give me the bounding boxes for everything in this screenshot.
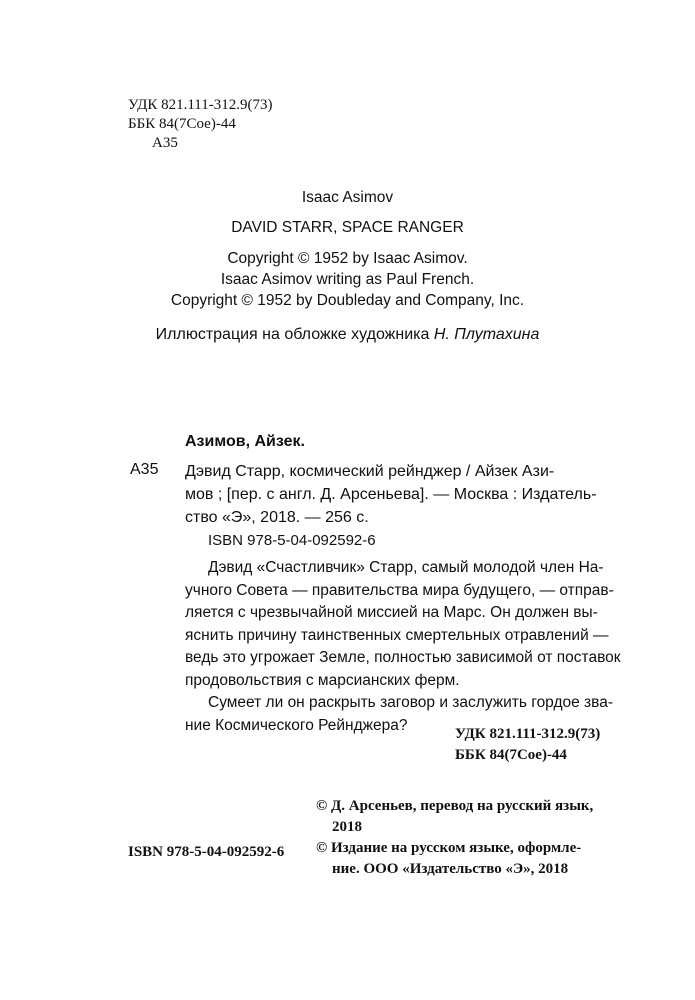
top-author-mark: А35 <box>152 135 178 151</box>
annotation-line: Дэвид «Счастливчик» Старр, самый молодой член На- <box>208 559 604 576</box>
russian-copyright-block <box>316 796 593 880</box>
top-classification-block <box>128 96 272 153</box>
catalog-isbn: ISBN 978-5-04-092592-6 <box>208 532 376 549</box>
edition-copyright: © Издание на русском языке, оформле- <box>316 840 582 856</box>
catalog-line: мов ; [пер. с англ. Д. Арсеньева]. — Москва : Издатель- <box>185 486 597 503</box>
annotation-line: ведь это угрожает Земле, полностью зависимой от поставок <box>185 649 621 666</box>
isbn-bottom: ISBN 978-5-04-092592-6 <box>128 844 285 860</box>
illustration-prefix: Иллюстрация на обложке художника <box>155 326 434 343</box>
illustration-credit <box>0 326 695 344</box>
original-copyright-line: Copyright © 1952 by Isaac Asimov. <box>227 250 468 267</box>
catalog-description <box>185 460 621 529</box>
catalog-author: Азимов, Айзек. <box>185 433 305 450</box>
bottom-bbk-code: ББК 84(7Сое)-44 <box>455 747 567 763</box>
original-title: DAVID STARR, SPACE RANGER <box>231 219 464 236</box>
bottom-classification-block <box>455 724 600 766</box>
edition-copyright-cont: ние. ООО «Издательство «Э», 2018 <box>332 861 569 877</box>
top-udk-code: УДК 821.111-312.9(73) <box>128 97 273 113</box>
illustration-artist: Н. Плутахина <box>433 326 540 343</box>
original-copyright-block <box>0 248 695 311</box>
original-copyright-line: Copyright © 1952 by Doubleday and Company, Inc. <box>170 292 525 309</box>
original-copyright-line: Isaac Asimov writing as Paul French. <box>220 271 475 288</box>
bottom-udk-code: УДК 821.111-312.9(73) <box>455 726 601 742</box>
translation-copyright-year: 2018 <box>332 819 362 835</box>
annotation-line: ляется с чрезвычайной миссией на Марс. Он должен вы- <box>185 604 598 621</box>
annotation-line: яснить причину таинственных смертельных отравлений — <box>185 626 609 644</box>
top-bbk-code: ББК 84(7Сое)-44 <box>128 116 236 132</box>
annotation-line: ние Космического Рейнджера? <box>185 716 408 734</box>
catalog-line: Дэвид Старр, космический рейнджер / Айзек Ази- <box>185 463 555 480</box>
original-author: Isaac Asimov <box>301 189 394 206</box>
catalog-author-mark: А35 <box>130 461 159 478</box>
annotation <box>185 557 621 737</box>
annotation-line: учного Совета — правительства мира будущего, — отправ- <box>185 581 614 599</box>
catalog-line: ство «Э», 2018. — 256 с. <box>185 509 369 526</box>
annotation-line: Сумеет ли он раскрыть заговор и заслужить гордое зва- <box>208 694 613 711</box>
translation-copyright: © Д. Арсеньев, перевод на русский язык, <box>316 798 594 814</box>
annotation-line: продовольствия с марсианских ферм. <box>185 671 460 689</box>
